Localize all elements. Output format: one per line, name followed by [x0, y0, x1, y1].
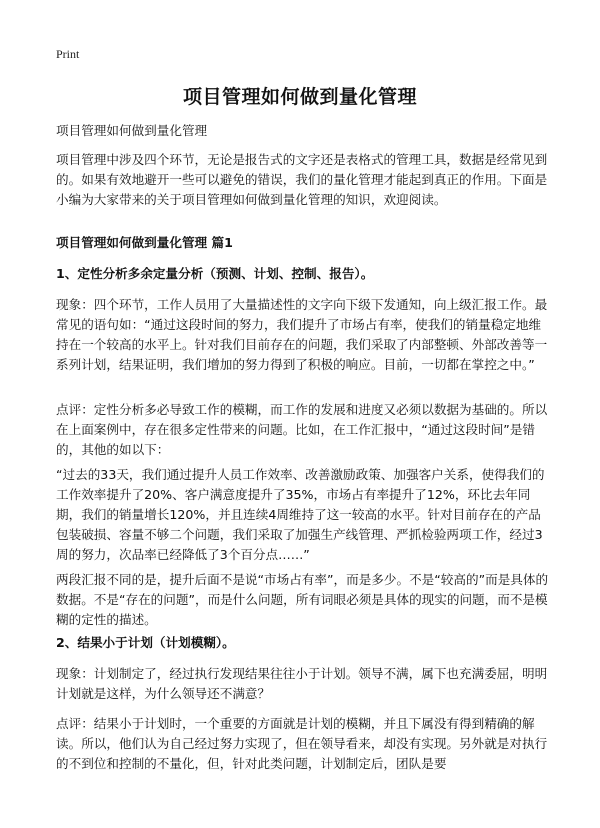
point2-phenomenon-paragraph: 现象：计划制定了，经过执行发现结果往往小于计划。领导不满，属下也充满委屈，明明计划就是这样，为什么领导还不满意？ [56, 666, 548, 701]
point1-phenomenon-paragraph: 现象：四个环节，工作人员用了大量描述性的文字向下级下发通知，向上级汇报工作。最常见的语句如：“通过这段时间的努力，我们提升了市场占有率，使我们的销量稳定地维持在一个较高的水平上。针对我们目前存在的问题，我们采取了内部整顿、外部改善等一系列计划，结果证明，我们增加的努力得到了积极的响应。目前，一切都在掌控之中。” [56, 297, 548, 372]
print-label: Print [56, 47, 80, 61]
section-heading: 项目管理如何做到量化管理 篇1 [56, 235, 233, 250]
intro-paragraph: 项目管理中涉及四个环节，无论是报告式的文字还是表格式的管理工具，数据是经常见到的。如果有效地避开一些可以避免的错误，我们的量化管理才能起到真正的作用。下面是小编为大家带来的关于项目管理如何做到量化管理的知识，欢迎阅读。 [56, 152, 548, 207]
point1-comment-paragraph: 点评：定性分析多必导致工作的模糊，而工作的发展和进度又必须以数据为基础的。所以在上面案例中，存在很多定性带来的问题。比如，在工作汇报中，“通过这段时间”是错的，其他的如以下： [56, 402, 548, 457]
document-title: 项目管理如何做到量化管理 [182, 86, 417, 108]
point1-contrast-paragraph: 两段汇报不同的是，提升后面不是说“市场占有率”，而是多少。不是“较高的”而是具体的数据。不是“存在的问题”，而是什么问题，所有词眼必须是具体的现实的问题，而不是模糊的定性的描述。 [56, 572, 549, 627]
document-subtitle: 项目管理如何做到量化管理 [56, 123, 208, 138]
point1-example-paragraph: “过去的33天，我们通过提升人员工作效率、改善激励政策、加强客户关系，使得我们的工作效率提升了20%、客户满意度提升了35%，市场占有率提升了12%，环比去年同期，我们的销量增长120%，并且连续4周维持了这一较高的水平。针对目前存在的产品包装破损、容量不够二个问题，我们采取了加强生产线管理、严抓检验两项工作，经过3周的努力，次品率已经降低了3个百分点……” [56, 467, 545, 562]
point2-comment-paragraph: 点评：结果小于计划时，一个重要的方面就是计划的模糊，并且下属没有得到精确的解读。所以，他们认为自己经过努力实现了，但在领导看来，却没有实现。另外就是对执行的不到位和控制的不量化，但，针对此类问题，计划制定后，团队是要 [56, 716, 548, 771]
point2-heading: 2、结果小于计划（计划模糊）。 [56, 635, 235, 650]
point1-heading: 1、定性分析多余定量分析（预测、计划、控制、报告）。 [56, 266, 374, 281]
